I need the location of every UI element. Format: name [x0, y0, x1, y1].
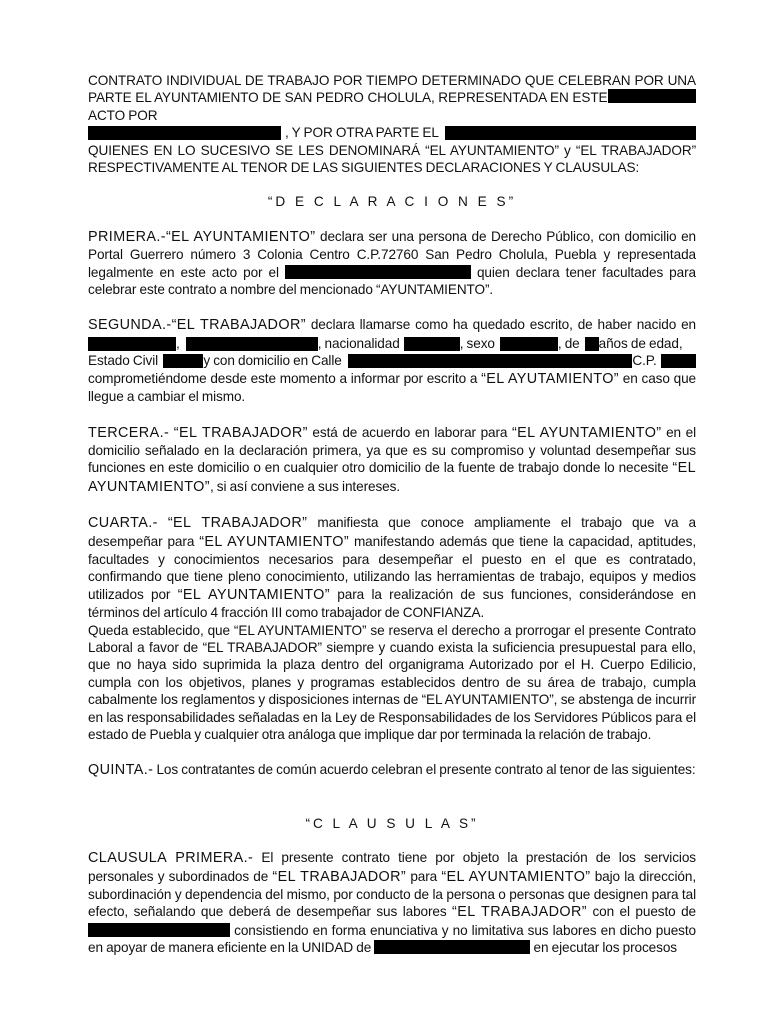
clausulas-heading: “C L A U S U L A S”: [305, 815, 479, 831]
segunda-trabajador: “EL TRABAJADOR”: [171, 317, 306, 334]
redacted-block: [661, 354, 696, 368]
segunda-edad: años de edad,: [598, 335, 683, 351]
segunda-line-4: [88, 370, 696, 406]
tercera-text-1: está de acuerdo en laborar para: [307, 424, 512, 440]
clausula-primera-trabajador: “EL TRABAJADOR”: [272, 868, 407, 885]
cuarta-trabajador: “EL TRABAJADOR”: [167, 515, 308, 532]
clausula-primera-ayuntamiento: “EL AYUNTAMIENTO”: [441, 868, 591, 885]
segunda-sexo: , sexo: [459, 335, 495, 351]
primera-text-2: quien declara tener facultades para celebrar este contrato a nombre del mencionado “AYUNTAMIENTO”.: [88, 264, 696, 298]
declaracion-primera: [88, 228, 696, 299]
primera-ayuntamiento: “EL AYUNTAMIENTO”: [165, 228, 316, 245]
intro-line-1: CONTRATO INDIVIDUAL DE TRABAJO POR TIEMPO DETERMINADO QUE CELEBRAN POR UNA: [88, 73, 696, 88]
segunda-label: SEGUNDA.-: [88, 317, 172, 334]
clausula-primera-trabajador-2: “EL TRABAJADOR”: [452, 904, 587, 921]
segunda-cp: C.P.: [632, 353, 657, 369]
intro-line-2: [88, 89, 696, 124]
redacted-block: [404, 337, 460, 351]
redacted-block: [585, 337, 599, 351]
redacted-block: [348, 354, 633, 368]
declaracion-cuarta: [88, 514, 696, 621]
cuarta-ayuntamiento: “EL AYUNTAMIENTO”: [199, 533, 350, 550]
declaraciones-heading: “D E C L A R A C I O N E S”: [267, 194, 517, 210]
clausula-primera-text-6: en ejecutar los procesos: [530, 940, 677, 956]
intro-line-3: [88, 124, 696, 141]
clausula-primera-text-4: con el puesto de: [586, 904, 696, 920]
redacted-block: [445, 126, 696, 140]
segunda-nacionalidad: , nacionalidad: [317, 335, 400, 351]
clausula-primera-text-2: para: [406, 868, 442, 884]
quinta-text-1: Los contratantes de común acuerdo celebran el presente contrato al tenor de las siguientes:: [153, 762, 696, 778]
segunda-calle: y con domicilio en Calle: [203, 353, 342, 369]
clausula-primera-label: CLAUSULA PRIMERA.-: [88, 850, 254, 867]
intro-line-5: RESPECTIVAMENTE AL TENOR DE LAS SIGUIENTES DECLARACIONES Y CLAUSULAS:: [88, 160, 640, 176]
quinta-label: QUINTA.-: [88, 762, 154, 779]
redacted-block: [500, 337, 558, 351]
declaracion-segunda: [88, 316, 696, 405]
segunda-comma: ,: [176, 335, 180, 351]
tercera-text-3: , si así conviene a sus intereses.: [209, 478, 400, 494]
contract-intro: [88, 72, 696, 176]
redacted-block: [608, 89, 697, 103]
tercera-trabajador: “EL TRABAJADOR”: [173, 424, 308, 441]
primera-text-1: declara ser una persona de Derecho Público, con domicilio en Portal Guerrero número 3 Colonia Centro C.P.72760 San Pedro Cholula, Puebla y representada legalmente en este acto por el: [88, 228, 696, 280]
cuarta-label: CUARTA.-: [88, 515, 158, 532]
primera-label: PRIMERA.-: [88, 228, 166, 245]
cuarta-ayuntamiento-2: “EL AYUNTAMIENTO”: [177, 586, 330, 603]
redacted-block: [186, 337, 318, 351]
declaracion-tercera: [88, 424, 696, 497]
intro-line-3-text: , Y POR OTRA PARTE EL: [285, 125, 439, 141]
declaracion-quinta: [88, 761, 696, 779]
segunda-text-2: comprometiéndome desde este momento a informar por escrito a: [88, 370, 482, 386]
segunda-de: , de: [557, 335, 580, 351]
clausula-primera-text-3: bajo la dirección, subordinación y dependencia del mismo, por conducto de la persona o personas que designen para tal efecto, señalando que deberá de desempeñar sus labores: [88, 868, 697, 920]
tercera-ayuntamiento-2: “EL AYUNTAMIENTO”: [88, 460, 696, 495]
segunda-text-3: en caso que llegue a cambiar el mismo.: [88, 370, 696, 405]
segunda-line-1: [88, 316, 696, 334]
segunda-ayutamiento: “EL AYUTAMIENTO”: [481, 370, 620, 387]
cuarta-text-2: manifestando además que tiene la capacidad, aptitudes, facultades y conocimientos necesarios para desempeñar el puesto en el que es contratado, confirmando que tiene pleno conocimiento, utilizando las herramientas de trabajo, equipos y medios utilizados por: [88, 533, 697, 602]
cuarta-text-3: para la realización de sus funciones, considerándose en términos del artículo 4 fracción III como trabajador de CONFIANZA.: [88, 586, 697, 621]
segunda-line-2: [88, 335, 696, 352]
intro-line-2-text: PARTE EL AYUNTAMIENTO DE SAN PEDRO CHOLULA, REPRESENTADA EN ESTE ACTO POR: [88, 90, 608, 123]
redacted-block: [88, 126, 281, 140]
redacted-block: [163, 354, 203, 368]
redacted-block: [374, 940, 530, 954]
redacted-block: [88, 923, 230, 937]
segunda-text-1: declara llamarse como ha quedado escrito, de haber nacido en: [305, 317, 696, 333]
tercera-label: TERCERA.-: [88, 424, 170, 441]
clausula-primera: [88, 849, 696, 956]
cuarta-text-1: manifiesta que conoce ampliamente el trabajo que va a desempeñar para: [88, 515, 696, 549]
redacted-block: [285, 265, 471, 279]
clausula-primera-text-5: consistiendo en forma enunciativa y no limitativa sus labores en dicho puesto en apoyar de manera eficiente en la UNIDAD de: [88, 922, 696, 956]
cuarta-paragraph-2: Queda establecido, que “EL AYUNTAMIENTO” se reserva el derecho a prorrogar el presente Contrato Laboral a favor de “EL TRABAJADOR” siempre y cuando exista la suficiencia presupuestal para ello, que no haya sido suprimida la plaza dentro del organigrama Autorizado por el H. Cuerpo Edilicio, cumpla con los objetivos, planes y programas establecidos dentro de su área de trabajo, cumpla cabalmente los reglamentos y disposiciones internas de “EL AYUNTAMIENTO”, se abstenga de incurrir en las responsabilidades señaladas en la Ley de Responsabilidades de los Servidores Públicos para el estado de Puebla y cualquier otra análoga que implique dar por terminada la relación de trabajo.: [88, 622, 696, 742]
intro-line-4: QUIENES EN LO SUCESIVO SE LES DENOMINARÁ “EL AYUNTAMIENTO” y “EL TRABAJADOR”: [88, 142, 696, 158]
redacted-block: [88, 337, 176, 351]
clausula-primera-text-1: El presente contrato tiene por objeto la prestación de los servicios personales y subordinados de: [88, 850, 696, 884]
tercera-text-2: en el domicilio señalado en la declaración primera, ya que es su compromiso y voluntad desempeñar sus funciones en este domicilio o en cualquier otro domicilio de la fuente de trabajo donde lo necesite: [88, 424, 696, 476]
segunda-estado-civil: Estado Civil: [88, 353, 159, 369]
segunda-line-3: [88, 352, 696, 369]
tercera-ayuntamiento: “EL AYUNTAMIENTO”: [511, 424, 662, 441]
